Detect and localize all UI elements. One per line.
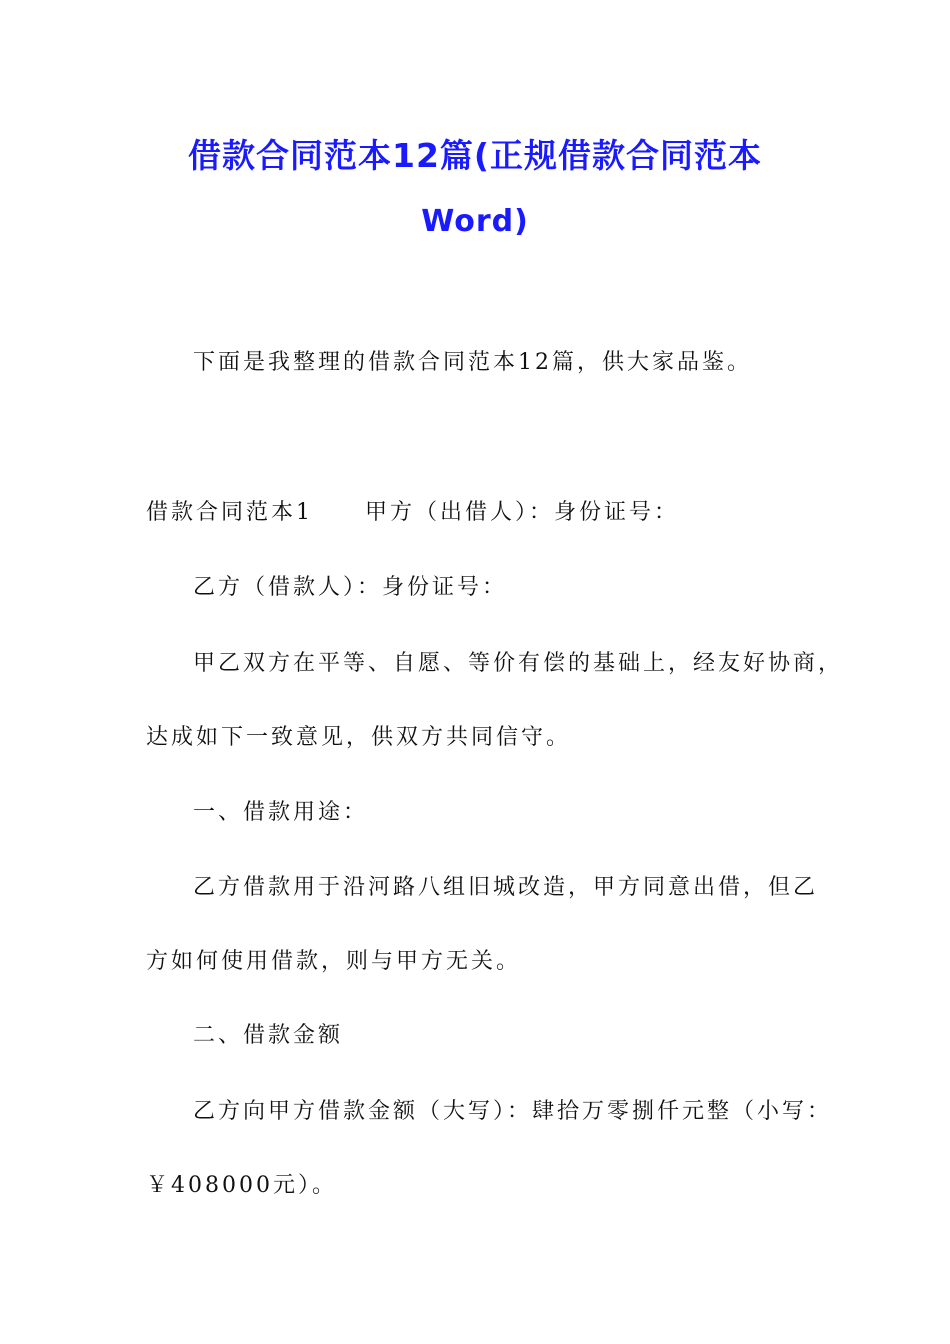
document-title-line-2: Word) — [421, 204, 529, 239]
clause-1-line-1: 乙方借款用于沿河路八组旧城改造，甲方同意出借，但乙 — [193, 875, 819, 900]
party-a-line: 甲方（出借人）：身份证号： — [365, 500, 680, 525]
document-title-line-1: 借款合同范本12篇(正规借款合同范本 — [187, 136, 762, 175]
intro-paragraph: 下面是我整理的借款合同范本12篇，供大家品鉴。 — [193, 350, 752, 375]
paragraph-1-line-1: 甲乙双方在平等、自愿、等价有偿的基础上，经友好协商， — [193, 651, 844, 676]
party-b-line: 乙方（借款人）：身份证号： — [193, 575, 508, 600]
clause-1-line-2: 方如何使用借款，则与甲方无关。 — [146, 949, 522, 974]
clause-2-line-1: 乙方向甲方借款金额（大写）：肆拾万零捌仟元整（小写： — [193, 1099, 833, 1124]
section-1-header-line — [146, 495, 679, 526]
section-1-heading: 借款合同范本1 — [146, 500, 313, 525]
paragraph-1-line-2: 达成如下一致意见，供双方共同信守。 — [146, 725, 572, 750]
clause-2-heading: 二、借款金额 — [193, 1023, 344, 1048]
clause-1-heading: 一、借款用途： — [193, 800, 369, 825]
clause-2-line-2: ￥408000元）。 — [146, 1173, 337, 1198]
